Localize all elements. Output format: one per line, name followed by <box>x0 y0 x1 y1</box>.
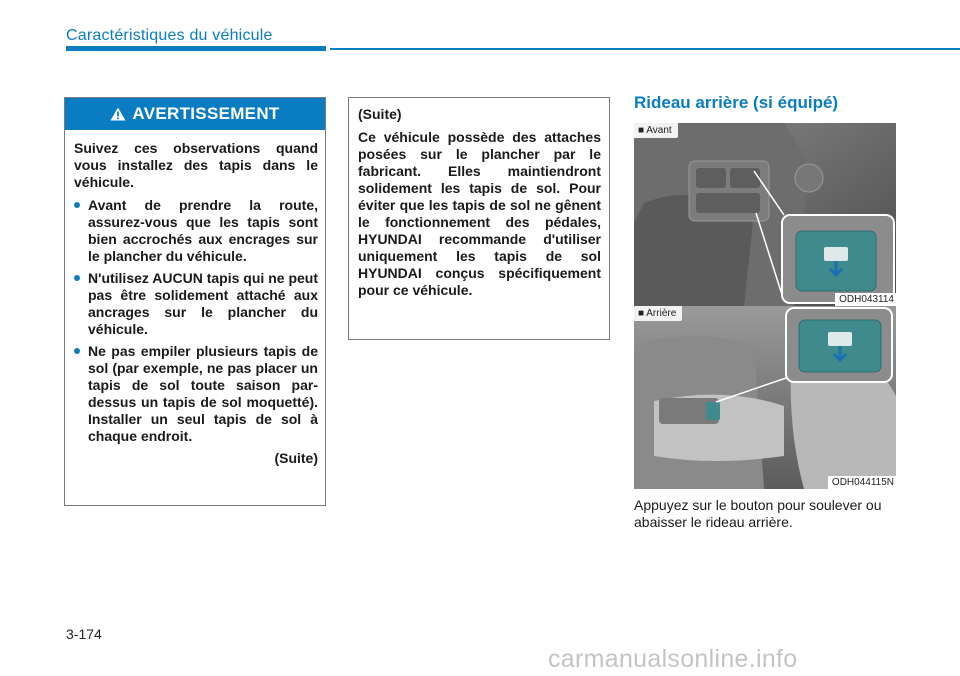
bullet-dot-icon <box>74 348 80 354</box>
chapter-title: Caractéristiques du véhicule <box>66 27 273 44</box>
warning-item: Ne pas empiler plusieurs tapis de sol (par exemple, ne pas placer un tapis de sol toute saison par-dessus un tapis de sol moquetté). Installer un seul tapis de sol à chaque endroit. <box>74 343 318 445</box>
header-rule <box>330 48 960 50</box>
warning-item: Avant de prendre la route, assurez-vous que les tapis sont bien accrochés aux encrages sur le plancher du véhicule. <box>74 197 318 265</box>
warning-item: N'utilisez AUCUN tapis qui ne peut pas être solidement attaché aux ancrages sur le plancher du véhicule. <box>74 270 318 338</box>
header-rule-accent <box>66 46 326 51</box>
warning-box <box>64 97 326 506</box>
warning-continued: (Suite) <box>274 450 318 466</box>
continued-box <box>348 97 610 340</box>
continued-text: Ce véhicule possède des attaches posées sur le plancher par le fabricant. Elles maintiendront solidement les tapis de sol. Pour éviter que les tapis de sol ne gênent le fonctionnement des pédales, HYUNDAI recommande d'utiliser uniquement les tapis de sol HYUNDAI conçus spécifiquement pour ce véhicule. <box>358 129 601 298</box>
photo-rear-tag: ■ Arrière <box>634 306 682 321</box>
rear-switch-photo <box>634 306 896 489</box>
front-switch-photo <box>634 123 896 306</box>
section-caption: Appuyez sur le bouton pour soulever ou abaisser le rideau arrière. <box>634 497 882 530</box>
warning-list <box>74 197 318 445</box>
warning-triangle-icon <box>110 107 126 121</box>
warning-intro: Suivez ces observations quand vous installez des tapis dans le véhicule. <box>74 140 318 190</box>
bullet-dot-icon <box>74 275 80 281</box>
warning-body <box>65 130 325 467</box>
photo-front-code: ODH043114 <box>835 293 896 306</box>
photo-rear-code: ODH044115N <box>828 476 896 489</box>
warning-heading <box>65 98 325 130</box>
continued-heading: (Suite) <box>358 106 402 122</box>
page-number: 3-174 <box>66 626 102 642</box>
watermark: carmanualsonline.info <box>548 645 798 673</box>
photo-front-tag: ■ Avant <box>634 123 678 138</box>
bullet-dot-icon <box>74 202 80 208</box>
warning-heading-text: AVERTISSEMENT <box>132 104 280 123</box>
section-title: Rideau arrière (si équipé) <box>634 93 839 112</box>
